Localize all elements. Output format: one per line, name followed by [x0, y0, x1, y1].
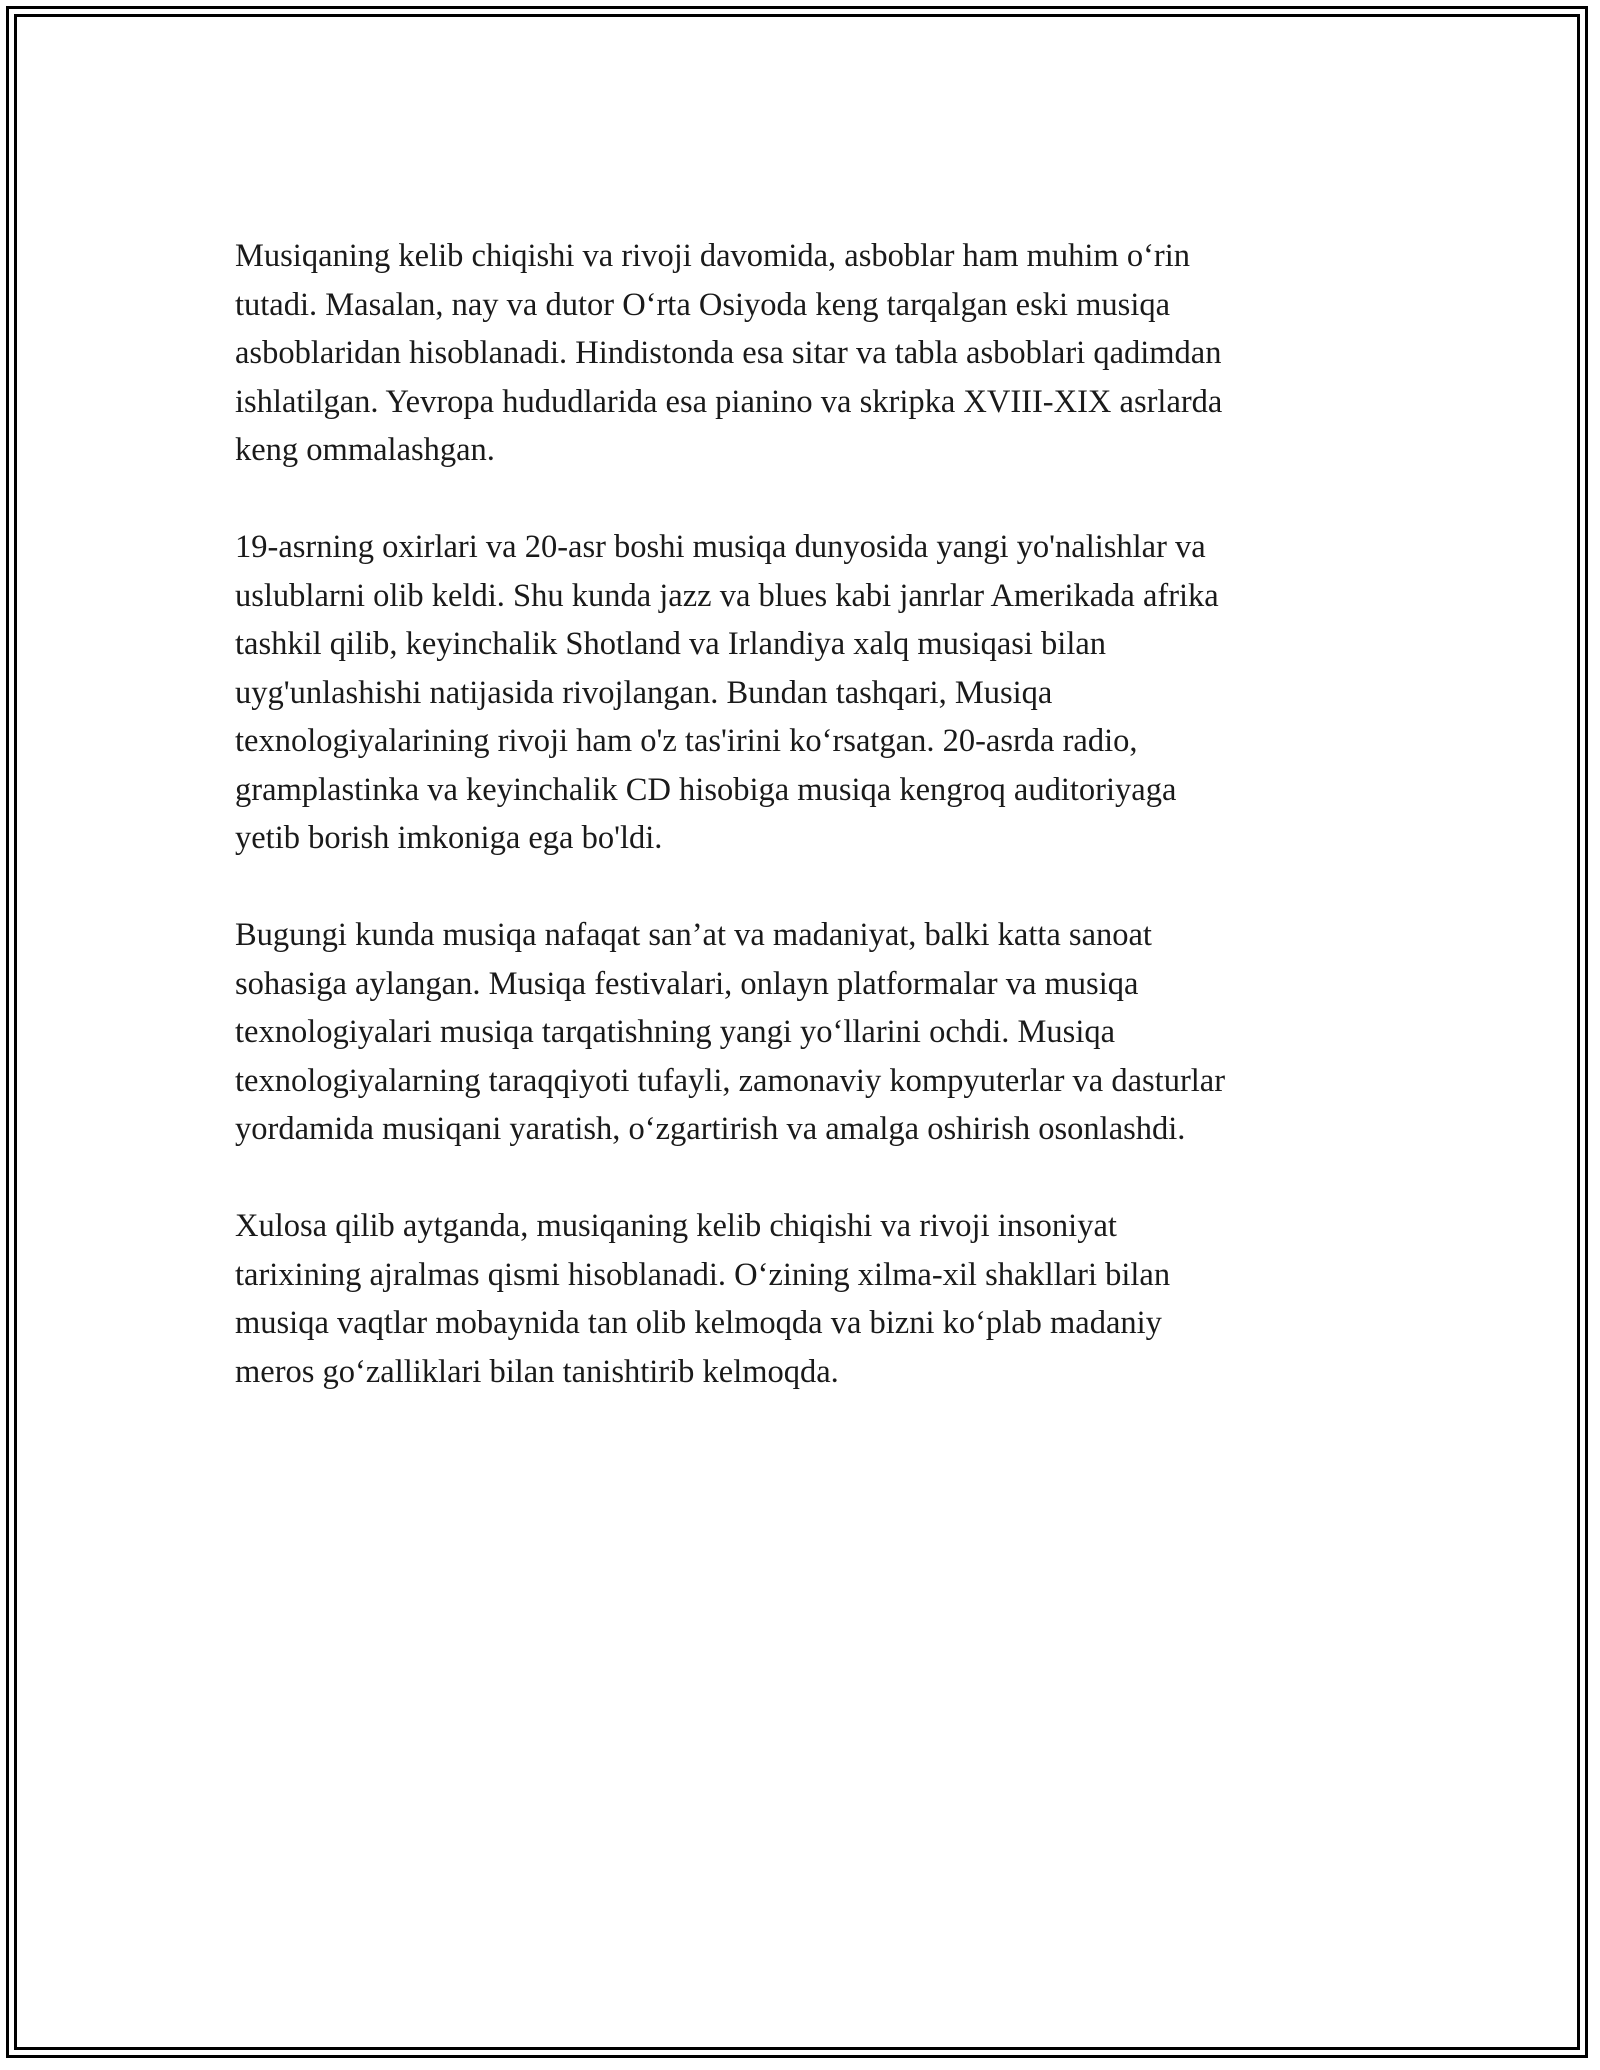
text-line: asboblaridan hisoblanadi. Hindistonda esa sitar va tabla asboblari qadimdan — [235, 335, 1222, 371]
text-line: texnologiyalarining rivoji ham o'z tas'irini ko‘rsatgan. 20-asrda radio, — [235, 723, 1138, 759]
paragraph-19th-20th-century — [235, 523, 1365, 863]
text-line: yordamida musiqani yaratish, o‘zgartirish va amalga oshirish osonlashdi. — [235, 1111, 1186, 1147]
text-line: keng ommalashgan. — [235, 432, 495, 468]
text-line: ishlatilgan. Yevropa hududlarida esa pianino va skripka XVIII-XIX asrlarda — [235, 383, 1223, 420]
text-line: uslublarni olib keldi. Shu kunda jazz va blues kabi janrlar Amerikada afrika — [235, 577, 1219, 614]
text-line: meros go‘zalliklari bilan tanishtirib kelmoqda. — [235, 1353, 839, 1390]
paragraph-conclusion — [235, 1202, 1365, 1396]
document-body — [235, 232, 1365, 1445]
paragraph-today — [235, 911, 1365, 1154]
text-line: sohasiga aylangan. Musiqa festivalari, onlayn platformalar va musiqa — [235, 965, 1139, 1002]
paragraph-instruments — [235, 232, 1365, 475]
text-line: gramplastinka va keyinchalik CD hisobiga musiqa kengroq auditoriyaga — [235, 771, 1177, 808]
text-line: tarixining ajralmas qismi hisoblanadi. O‘zining xilma-xil shakllari bilan — [235, 1256, 1171, 1293]
text-line: musiqa vaqtlar mobaynida tan olib kelmoqda va bizni ko‘plab madaniy — [235, 1305, 1162, 1341]
text-line: uyg'unlashishi natijasida rivojlangan. Bundan tashqari, Musiqa — [235, 674, 1053, 711]
text-line: Bugungi kunda musiqa nafaqat san’at va madaniyat, balki katta sanoat — [235, 917, 1152, 953]
text-line: yetib borish imkoniga ega bo'ldi. — [235, 820, 663, 856]
text-line: 19-asrning oxirlari va 20-asr boshi musiqa dunyosida yangi yo'nalishlar va — [235, 529, 1206, 565]
text-line: tashkil qilib, keyinchalik Shotland va Irlandiya xalq musiqasi bilan — [235, 626, 1107, 662]
text-line: texnologiyalari musiqa tarqatishning yangi yo‘llarini ochdi. Musiqa — [235, 1014, 1116, 1050]
text-line: tutadi. Masalan, nay va dutor O‘rta Osiyoda keng tarqalgan eski musiqa — [235, 286, 1171, 323]
text-line: Xulosa qilib aytganda, musiqaning kelib chiqishi va rivoji insoniyat — [235, 1208, 1117, 1244]
text-line: texnologiyalarning taraqqiyoti tufayli, zamonaviy kompyuterlar va dasturlar — [235, 1062, 1226, 1099]
text-line: Musiqaning kelib chiqishi va rivoji davomida, asboblar ham muhim o‘rin — [235, 238, 1190, 274]
